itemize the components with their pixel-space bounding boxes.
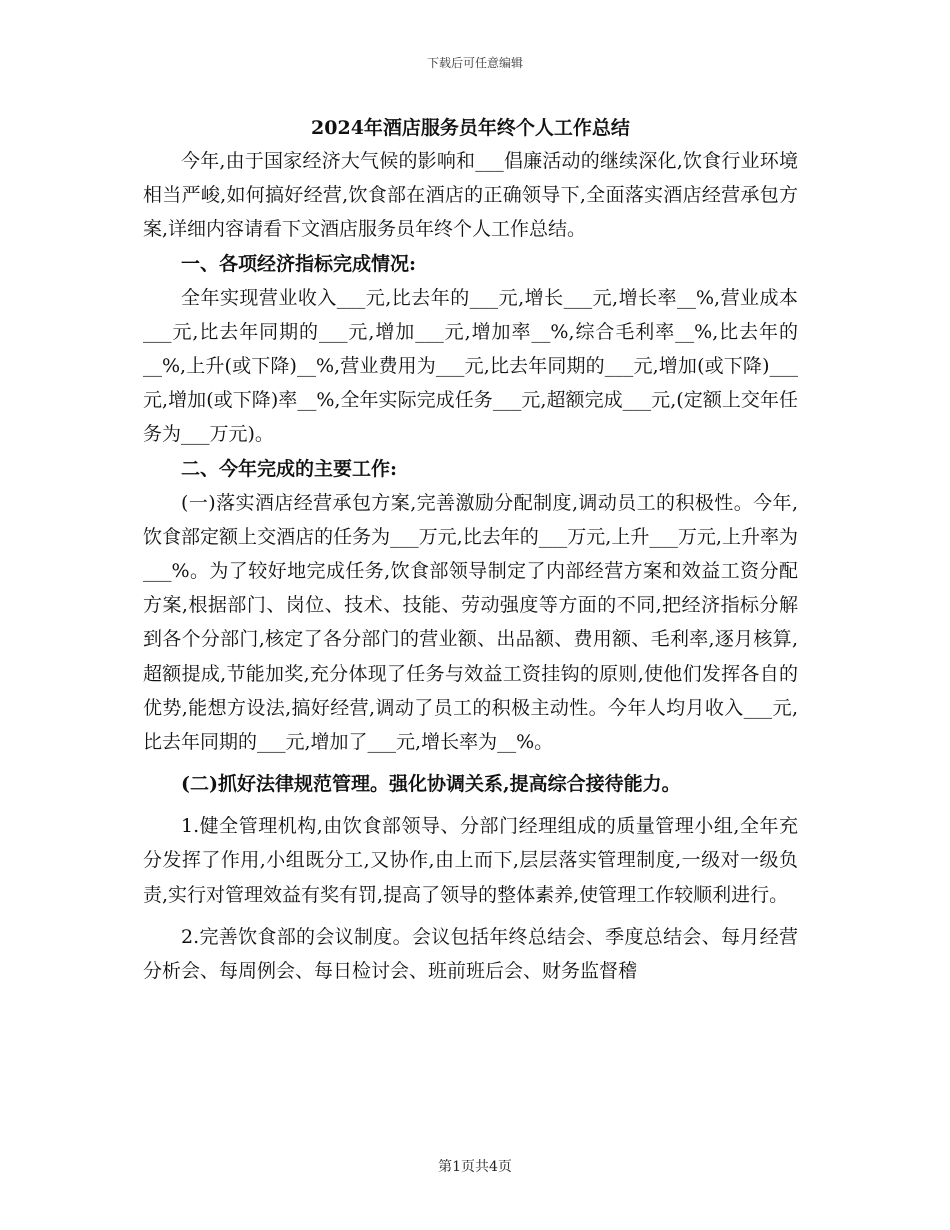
intro-paragraph: 今年,由于国家经济大气候的影响和___倡廉活动的继续深化,饮食行业环境相当严峻,如何搞好经营,饮食部在酒店的正确领导下,全面落实酒店经营承包方案,详细内容请看下文酒店服务员年终个人工作总结。 [143, 150, 798, 241]
page-footer: 第1页共4页 [438, 1159, 512, 1175]
document-body [143, 112, 798, 988]
economic-indicators-paragraph: 全年实现营业收入___元,比去年的___元,增长___元,增长率__%,营业成本___元,比去年同期的___元,增加___元,增加率__%,综合毛利率__%,比去年的__%,上升(或下降)__%,营业费用为___元,比去年同期的___元,增加(或下降)___元,增加(或下降)率__%,全年实际完成任务___元,超额完成___元,(定额上交年任务为___万元)。 [143, 286, 798, 446]
section-heading-2: 二、今年完成的主要工作: [181, 457, 398, 480]
page-header: 下载后可任意编辑 [426, 56, 523, 70]
section-heading-1: 一、各项经济指标完成情况: [181, 252, 417, 275]
management-paragraph-2: 2.完善饮食部的会议制度。会议包括年终总结会、季度总结会、每月经营分析会、每周例会、每日检讨会、班前班后会、财务监督稽 [143, 925, 798, 983]
management-paragraph-1: 1.健全管理机构,由饮食部领导、分部门经理组成的质量管理小组,全年充分发挥了作用,小组既分工,又协作,由上而下,层层落实管理制度,一级对一级负责,实行对管理效益有奖有罚,提高了领导的整体素养,使管理工作较顺利进行。 [143, 815, 798, 906]
work-item-1-paragraph: (一)落实酒店经营承包方案,完善激励分配制度,调动员工的积极性。今年,饮食部定额上交酒店的任务为___万元,比去年的___万元,上升___万元,上升率为___%。为了较好地完成任务,饮食部领导制定了内部经营方案和效益工资分配方案,根据部门、岗位、技术、技能、劳动强度等方面的不同,把经济指标分解到各个分部门,核定了各分部门的营业额、出品额、费用额、毛利率,逐月核算,超额提成,节能加奖,充分体现了任务与效益工资挂钩的原则,使他们发挥各自的优势,能想方设法,搞好经营,调动了员工的积极主动性。今年人均月收入___元,比去年同期的___元,增加了___元,增长率为__%。 [143, 491, 798, 754]
document-title: 2024年酒店服务员年终个人工作总结 [311, 117, 630, 139]
subsection-heading-2: (二)抓好法律规范管理。强化协调关系,提高综合接待能力。 [181, 773, 681, 796]
